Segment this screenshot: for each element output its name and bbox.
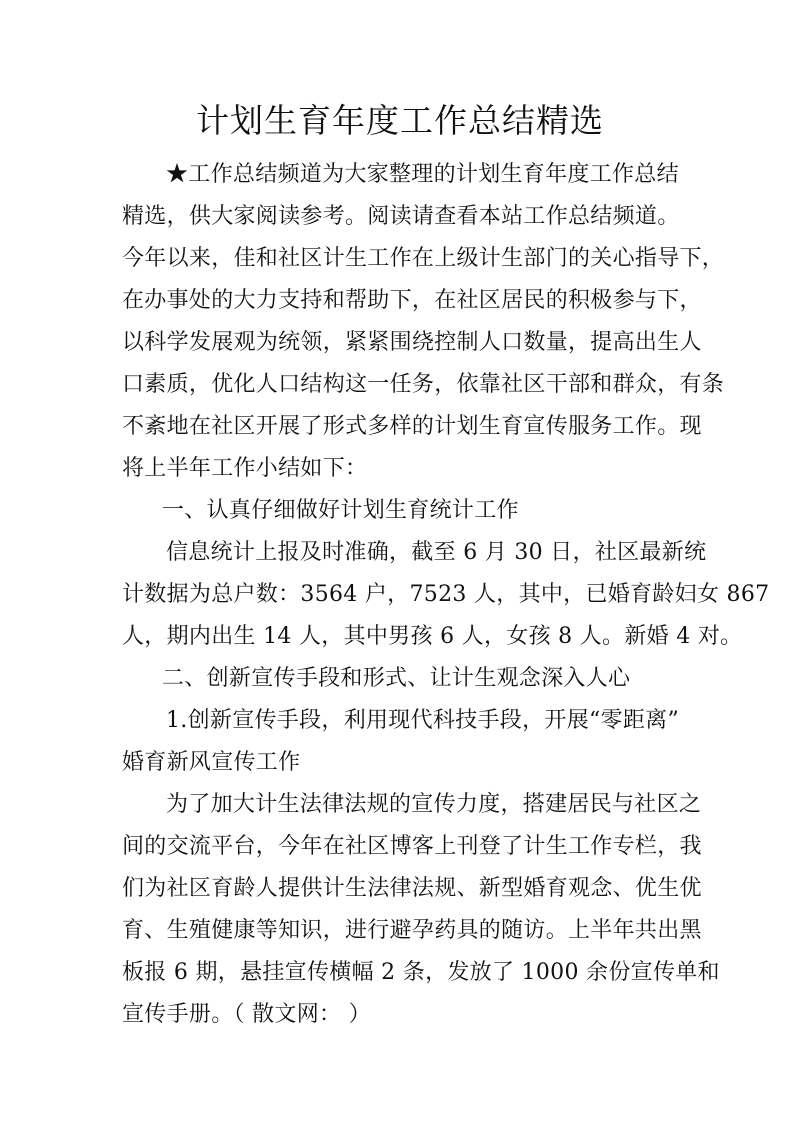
paragraph-line: 将上半年工作小结如下： xyxy=(122,456,368,481)
paragraph-line: 口素质，优化人口结构这一任务，依靠社区干部和群众，有条 xyxy=(122,372,725,397)
paragraph-line: 今年以来，佳和社区计生工作在上级计生部门的关心指导下， xyxy=(122,246,725,271)
paragraph-line: 在办事处的大力支持和帮助下，在社区居民的积极参与下， xyxy=(122,288,702,313)
paragraph-line: 为了加大计生法律法规的宣传力度，搭建居民与社区之 xyxy=(166,792,702,817)
subsection-heading-1-cont: 婚育新风宣传工作 xyxy=(122,750,301,775)
section-heading-2: 二、创新宣传手段和形式、让计生观念深入人心 xyxy=(162,666,631,691)
paragraph-line: 间的交流平台，今年在社区博客上刊登了计生工作专栏，我 xyxy=(122,834,702,859)
paragraph-line: 育、生殖健康等知识，进行避孕药具的随访。上半年共出黑 xyxy=(122,918,702,943)
intro-line-1: ★工作总结频道为大家整理的计划生育年度工作总结 xyxy=(166,162,679,187)
paragraph-line: 信息统计上报及时准确，截至 6 月 30 日，社区最新统 xyxy=(166,540,707,565)
section-heading-1: 一、认真仔细做好计划生育统计工作 xyxy=(162,498,519,523)
paragraph-line: 宣传手册。（ 散文网： ） xyxy=(122,1002,371,1027)
paragraph-line: 人，期内出生 14 人，其中男孩 6 人，女孩 8 人。新婚 4 对。 xyxy=(122,624,743,649)
document-body xyxy=(122,154,770,1036)
paragraph-line: 计数据为总户数：3564 户，7523 人，其中，已婚育龄妇女 867 xyxy=(122,582,770,607)
paragraph-line: 以科学发展观为统领，紧紧围绕控制人口数量，提高出生人 xyxy=(122,330,702,355)
subsection-heading-1: 1.创新宣传手段，利用现代科技手段，开展“零距离” xyxy=(166,708,679,733)
document-title: 计划生育年度工作总结精选 xyxy=(196,101,604,140)
paragraph-line: 们为社区育龄人提供计生法律法规、新型婚育观念、优生优 xyxy=(122,876,702,901)
paragraph-line: 不紊地在社区开展了形式多样的计划生育宣传服务工作。现 xyxy=(122,414,702,439)
paragraph-line: 板报 6 期，悬挂宣传横幅 2 条，发放了 1000 余份宣传单和 xyxy=(122,960,720,985)
intro-line-2: 精选，供大家阅读参考。阅读请查看本站工作总结频道。 xyxy=(122,204,680,229)
